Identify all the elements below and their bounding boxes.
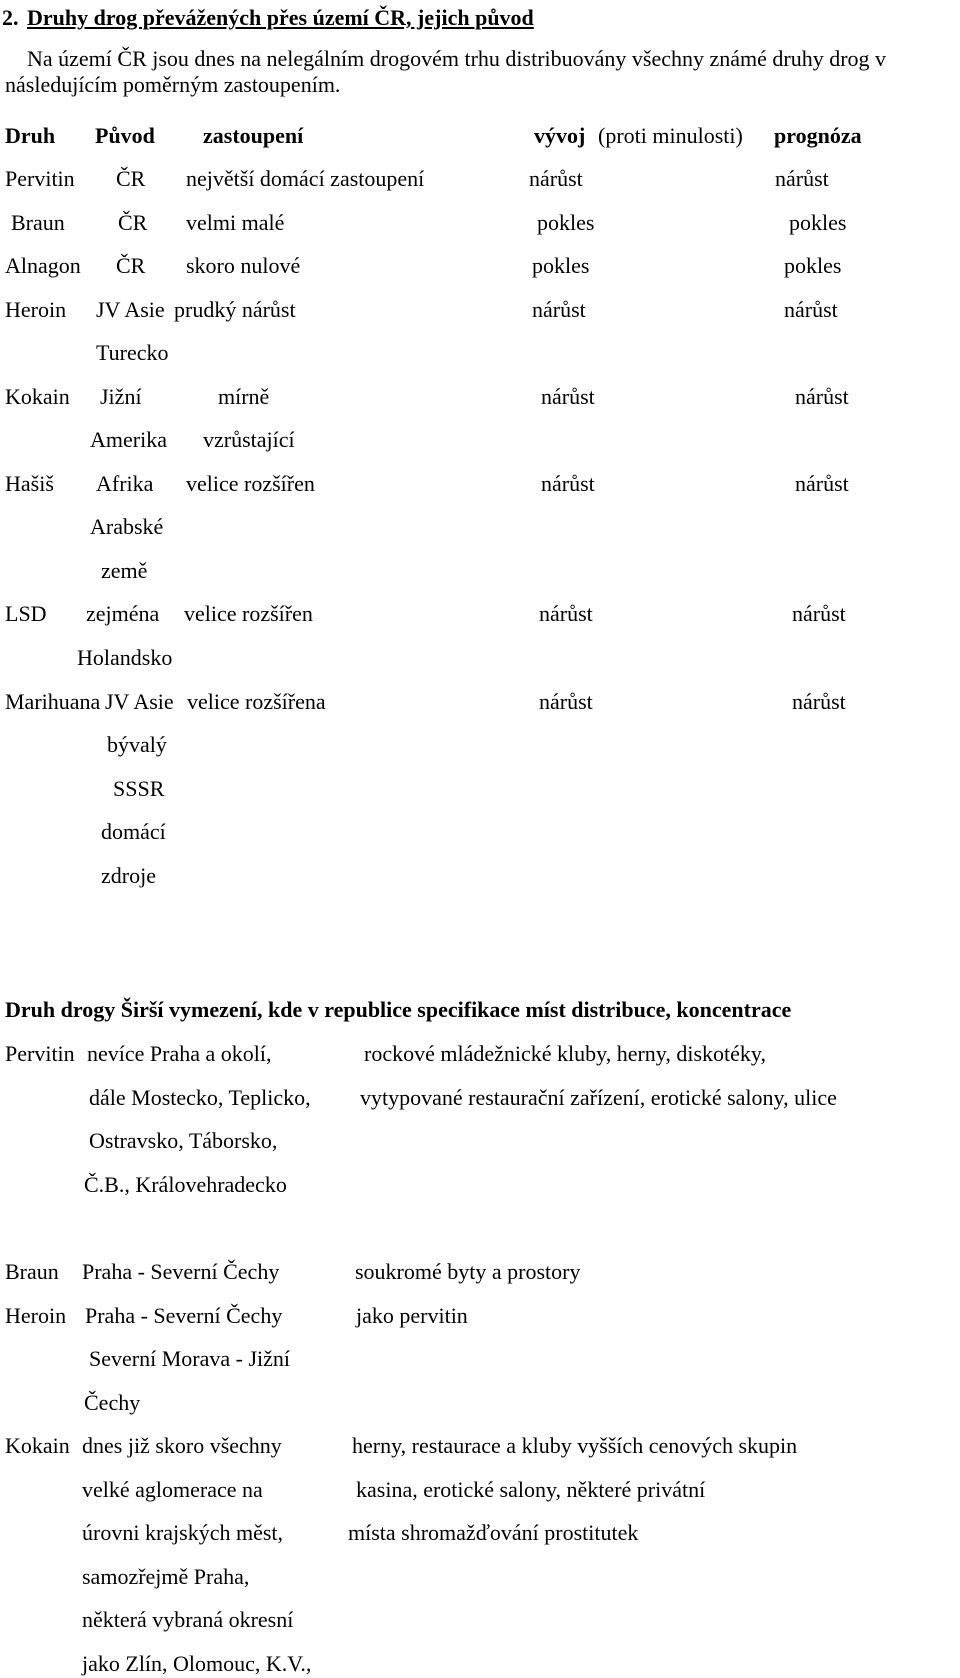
row-prognoza: nárůst: [795, 384, 849, 409]
row-druh: Heroin: [5, 297, 67, 322]
row-puvod: JV Asie: [105, 689, 174, 714]
row-druh: Braun: [11, 210, 65, 235]
row-vymezeni: Č.B., Královehradecko: [84, 1172, 287, 1197]
row-puvod-cont: domácí: [101, 819, 166, 844]
row-druh: Alnagon: [5, 253, 81, 278]
row-druh: Pervitin: [5, 166, 75, 191]
row-prognoza: pokles: [784, 253, 842, 278]
row-prognoza: nárůst: [775, 166, 829, 191]
row-zastoupeni-cont: vzrůstající: [203, 427, 295, 452]
row-prognoza: nárůst: [784, 297, 838, 322]
row-specifikace: jako pervitin: [356, 1303, 468, 1328]
row-prognoza: nárůst: [795, 471, 849, 496]
row-vyvoj: nárůst: [529, 166, 583, 191]
row-zastoupeni: největší domácí zastoupení: [186, 166, 425, 191]
row-specifikace: herny, restaurace a kluby vyšších cenových skupin: [352, 1433, 798, 1458]
header-prognoza: prognóza: [774, 123, 862, 148]
row-zastoupeni: mírně: [218, 384, 270, 409]
row-druh: Kokain: [5, 384, 70, 409]
row-puvod-cont: Holandsko: [77, 645, 173, 670]
row-puvod-cont: zdroje: [101, 863, 156, 888]
row-vymezeni: nevíce Praha a okolí,: [87, 1041, 272, 1066]
section-number: 2.: [2, 5, 19, 30]
row-specifikace: kasina, erotické salony, některé privátní: [356, 1477, 706, 1502]
row-vymezeni: Severní Morava - Jižní: [89, 1346, 290, 1371]
row-druh: Braun: [5, 1259, 59, 1284]
header-zastoupeni: zastoupení: [203, 123, 304, 148]
row-puvod-cont: země: [101, 558, 148, 583]
row-zastoupeni: velice rozšířen: [184, 601, 313, 626]
row-zastoupeni: velice rozšířena: [187, 689, 326, 714]
row-vymezeni: samozřejmě Praha,: [82, 1564, 250, 1589]
row-druh: LSD: [5, 601, 47, 626]
header-puvod: Původ: [95, 123, 155, 148]
row-vymezeni: Čechy: [84, 1390, 141, 1415]
row-vyvoj: nárůst: [541, 471, 595, 496]
row-vymezeni: jako Zlín, Olomouc, K.V.,: [82, 1651, 312, 1676]
row-zastoupeni: velice rozšířen: [186, 471, 315, 496]
intro-line-2: následujícím poměrným zastoupením.: [5, 72, 341, 97]
row-puvod-cont: Arabské: [90, 514, 164, 539]
row-vyvoj: pokles: [532, 253, 590, 278]
row-vymezeni: Ostravsko, Táborsko,: [89, 1128, 278, 1153]
header-vyvoj-note: (proti minulosti): [598, 123, 743, 148]
row-puvod-cont: Turecko: [96, 340, 169, 365]
row-druh: Marihuana: [5, 689, 101, 714]
row-vyvoj: pokles: [537, 210, 595, 235]
row-puvod: Jižní: [100, 384, 142, 409]
row-puvod-cont: Amerika: [90, 427, 167, 452]
row-puvod: ČR: [116, 166, 146, 191]
row-puvod: Afrika: [96, 471, 154, 496]
row-zastoupeni: velmi malé: [186, 210, 285, 235]
row-vyvoj: nárůst: [539, 601, 593, 626]
header-druh: Druh: [5, 123, 56, 148]
row-puvod: ČR: [118, 210, 148, 235]
row-puvod: ČR: [116, 253, 146, 278]
distribution-header: Druh drogy Širší vymezení, kde v republice specifikace míst distribuce, koncentrace: [5, 997, 792, 1022]
row-druh: Pervitin: [5, 1041, 75, 1066]
row-vymezeni: Praha - Severní Čechy: [82, 1259, 280, 1284]
row-puvod: zejména: [86, 601, 160, 626]
row-specifikace: místa shromažďování prostitutek: [348, 1520, 639, 1545]
row-druh: Kokain: [5, 1433, 70, 1458]
row-prognoza: nárůst: [792, 601, 846, 626]
row-druh: Heroin: [5, 1303, 67, 1328]
row-vymezeni: některá vybraná okresní: [82, 1607, 294, 1632]
row-zastoupeni: skoro nulové: [186, 253, 301, 278]
row-vymezeni: úrovni krajských měst,: [82, 1520, 284, 1545]
row-vymezeni: Praha - Severní Čechy: [85, 1303, 283, 1328]
row-vymezeni: velké aglomerace na: [82, 1477, 263, 1502]
row-vyvoj: nárůst: [532, 297, 586, 322]
row-puvod-cont: bývalý: [107, 732, 167, 757]
row-specifikace: vytypované restaurační zařízení, erotické salony, ulice: [360, 1085, 837, 1110]
row-vyvoj: nárůst: [541, 384, 595, 409]
row-prognoza: nárůst: [792, 689, 846, 714]
row-prognoza: pokles: [789, 210, 847, 235]
row-vyvoj: nárůst: [539, 689, 593, 714]
row-puvod-cont: SSSR: [113, 776, 165, 801]
section-title: Druhy drog převážených přes území ČR, jejich původ: [27, 5, 534, 30]
row-druh: Hašiš: [5, 471, 54, 496]
row-specifikace: soukromé byty a prostory: [355, 1259, 581, 1284]
row-puvod: JV Asie: [96, 297, 165, 322]
intro-line-1: Na území ČR jsou dnes na nelegálním drogovém trhu distribuovány všechny známé druhy drog v: [27, 46, 887, 71]
row-zastoupeni: prudký nárůst: [174, 297, 296, 322]
row-specifikace: rockové mládežnické kluby, herny, diskotéky,: [364, 1041, 766, 1066]
row-vymezeni: dnes již skoro všechny: [82, 1433, 282, 1458]
row-vymezeni: dále Mostecko, Teplicko,: [89, 1085, 311, 1110]
header-vyvoj: vývoj: [534, 123, 586, 148]
